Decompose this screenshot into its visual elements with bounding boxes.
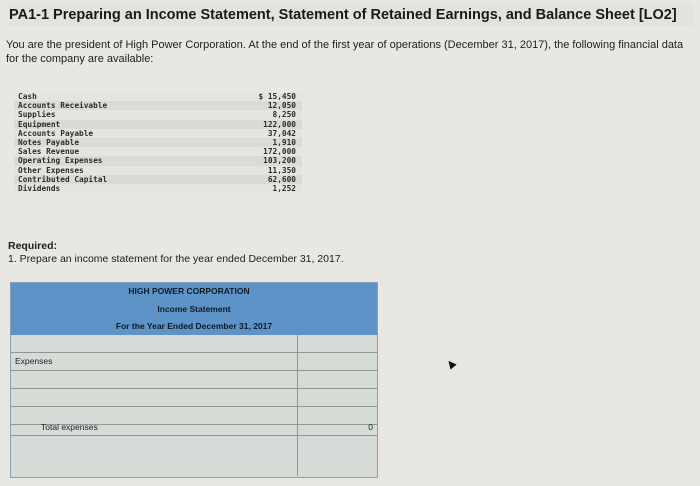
financial-data-row (14, 129, 302, 138)
account-label: Contributed Capital (14, 175, 240, 184)
problem-intro: You are the president of High Power Corporation. At the end of the first year of operations (December 31, 2017), the following financial data for the company are available: (6, 39, 684, 65)
statement-header (11, 283, 377, 335)
account-label: Cash (14, 92, 240, 101)
problem-title: PA1-1 Preparing an Income Statement, Statement of Retained Earnings, and Balance Sheet [LO2] (9, 4, 694, 26)
financial-data-row (14, 184, 302, 193)
account-value: 122,000 (240, 120, 302, 129)
amount-input[interactable] (298, 418, 377, 435)
account-label: Equipment (14, 120, 240, 129)
account-label: Dividends (14, 184, 240, 193)
account-label: Sales Revenue (14, 147, 240, 156)
label-input[interactable] (11, 335, 298, 352)
account-value: 62,600 (240, 175, 302, 184)
financial-data-row (14, 120, 302, 129)
account-value: 1,252 (240, 184, 302, 193)
amount-input[interactable] (298, 353, 377, 370)
financial-data-row (14, 175, 302, 184)
statement-row (11, 436, 377, 476)
account-value: 1,910 (240, 138, 302, 147)
financial-data-table (14, 92, 302, 193)
financial-data-row (14, 101, 302, 110)
label-input[interactable] (11, 436, 298, 476)
account-label: Notes Payable (14, 138, 240, 147)
financial-data-row (14, 110, 302, 119)
account-value: 8,250 (240, 110, 302, 119)
label-input[interactable] (11, 389, 298, 406)
statement-row (11, 335, 377, 353)
company-name: HIGH POWER CORPORATION (128, 286, 250, 296)
financial-data-row (14, 138, 302, 147)
account-label: Accounts Receivable (14, 101, 240, 110)
account-label: Supplies (14, 110, 240, 119)
account-label: Accounts Payable (14, 129, 240, 138)
amount-input[interactable] (298, 389, 377, 406)
account-label: Operating Expenses (14, 156, 240, 165)
financial-data-row (14, 156, 302, 165)
total-expenses-value: 0 (368, 422, 373, 432)
amount-input[interactable] (298, 436, 377, 476)
statement-name: Income Statement (157, 304, 231, 314)
statement-row (11, 371, 377, 389)
required-heading: Required: (8, 240, 58, 252)
income-statement-worksheet (10, 282, 378, 478)
statement-row (11, 353, 377, 371)
account-value: 12,050 (240, 101, 302, 110)
statement-period: For the Year Ended December 31, 2017 (115, 321, 273, 331)
mouse-cursor-icon (445, 358, 456, 369)
account-label: Other Expenses (14, 166, 240, 175)
account-value: 37,042 (240, 129, 302, 138)
financial-data-row (14, 166, 302, 175)
financial-data-row (14, 92, 302, 101)
financial-data-row (14, 147, 302, 156)
question-text: 1. Prepare an income statement for the year ended December 31, 2017. (8, 253, 344, 265)
account-value: 11,350 (240, 166, 302, 175)
amount-input[interactable] (298, 371, 377, 388)
account-value: 172,000 (240, 147, 302, 156)
account-value: $ 15,450 (240, 92, 302, 101)
label-input[interactable] (11, 371, 298, 388)
label-input[interactable] (11, 353, 298, 370)
total-expenses-label: Total expenses (41, 422, 98, 432)
expenses-label: Expenses (15, 356, 53, 366)
account-value: 103,200 (240, 156, 302, 165)
statement-row (11, 389, 377, 407)
amount-input[interactable] (298, 335, 377, 352)
